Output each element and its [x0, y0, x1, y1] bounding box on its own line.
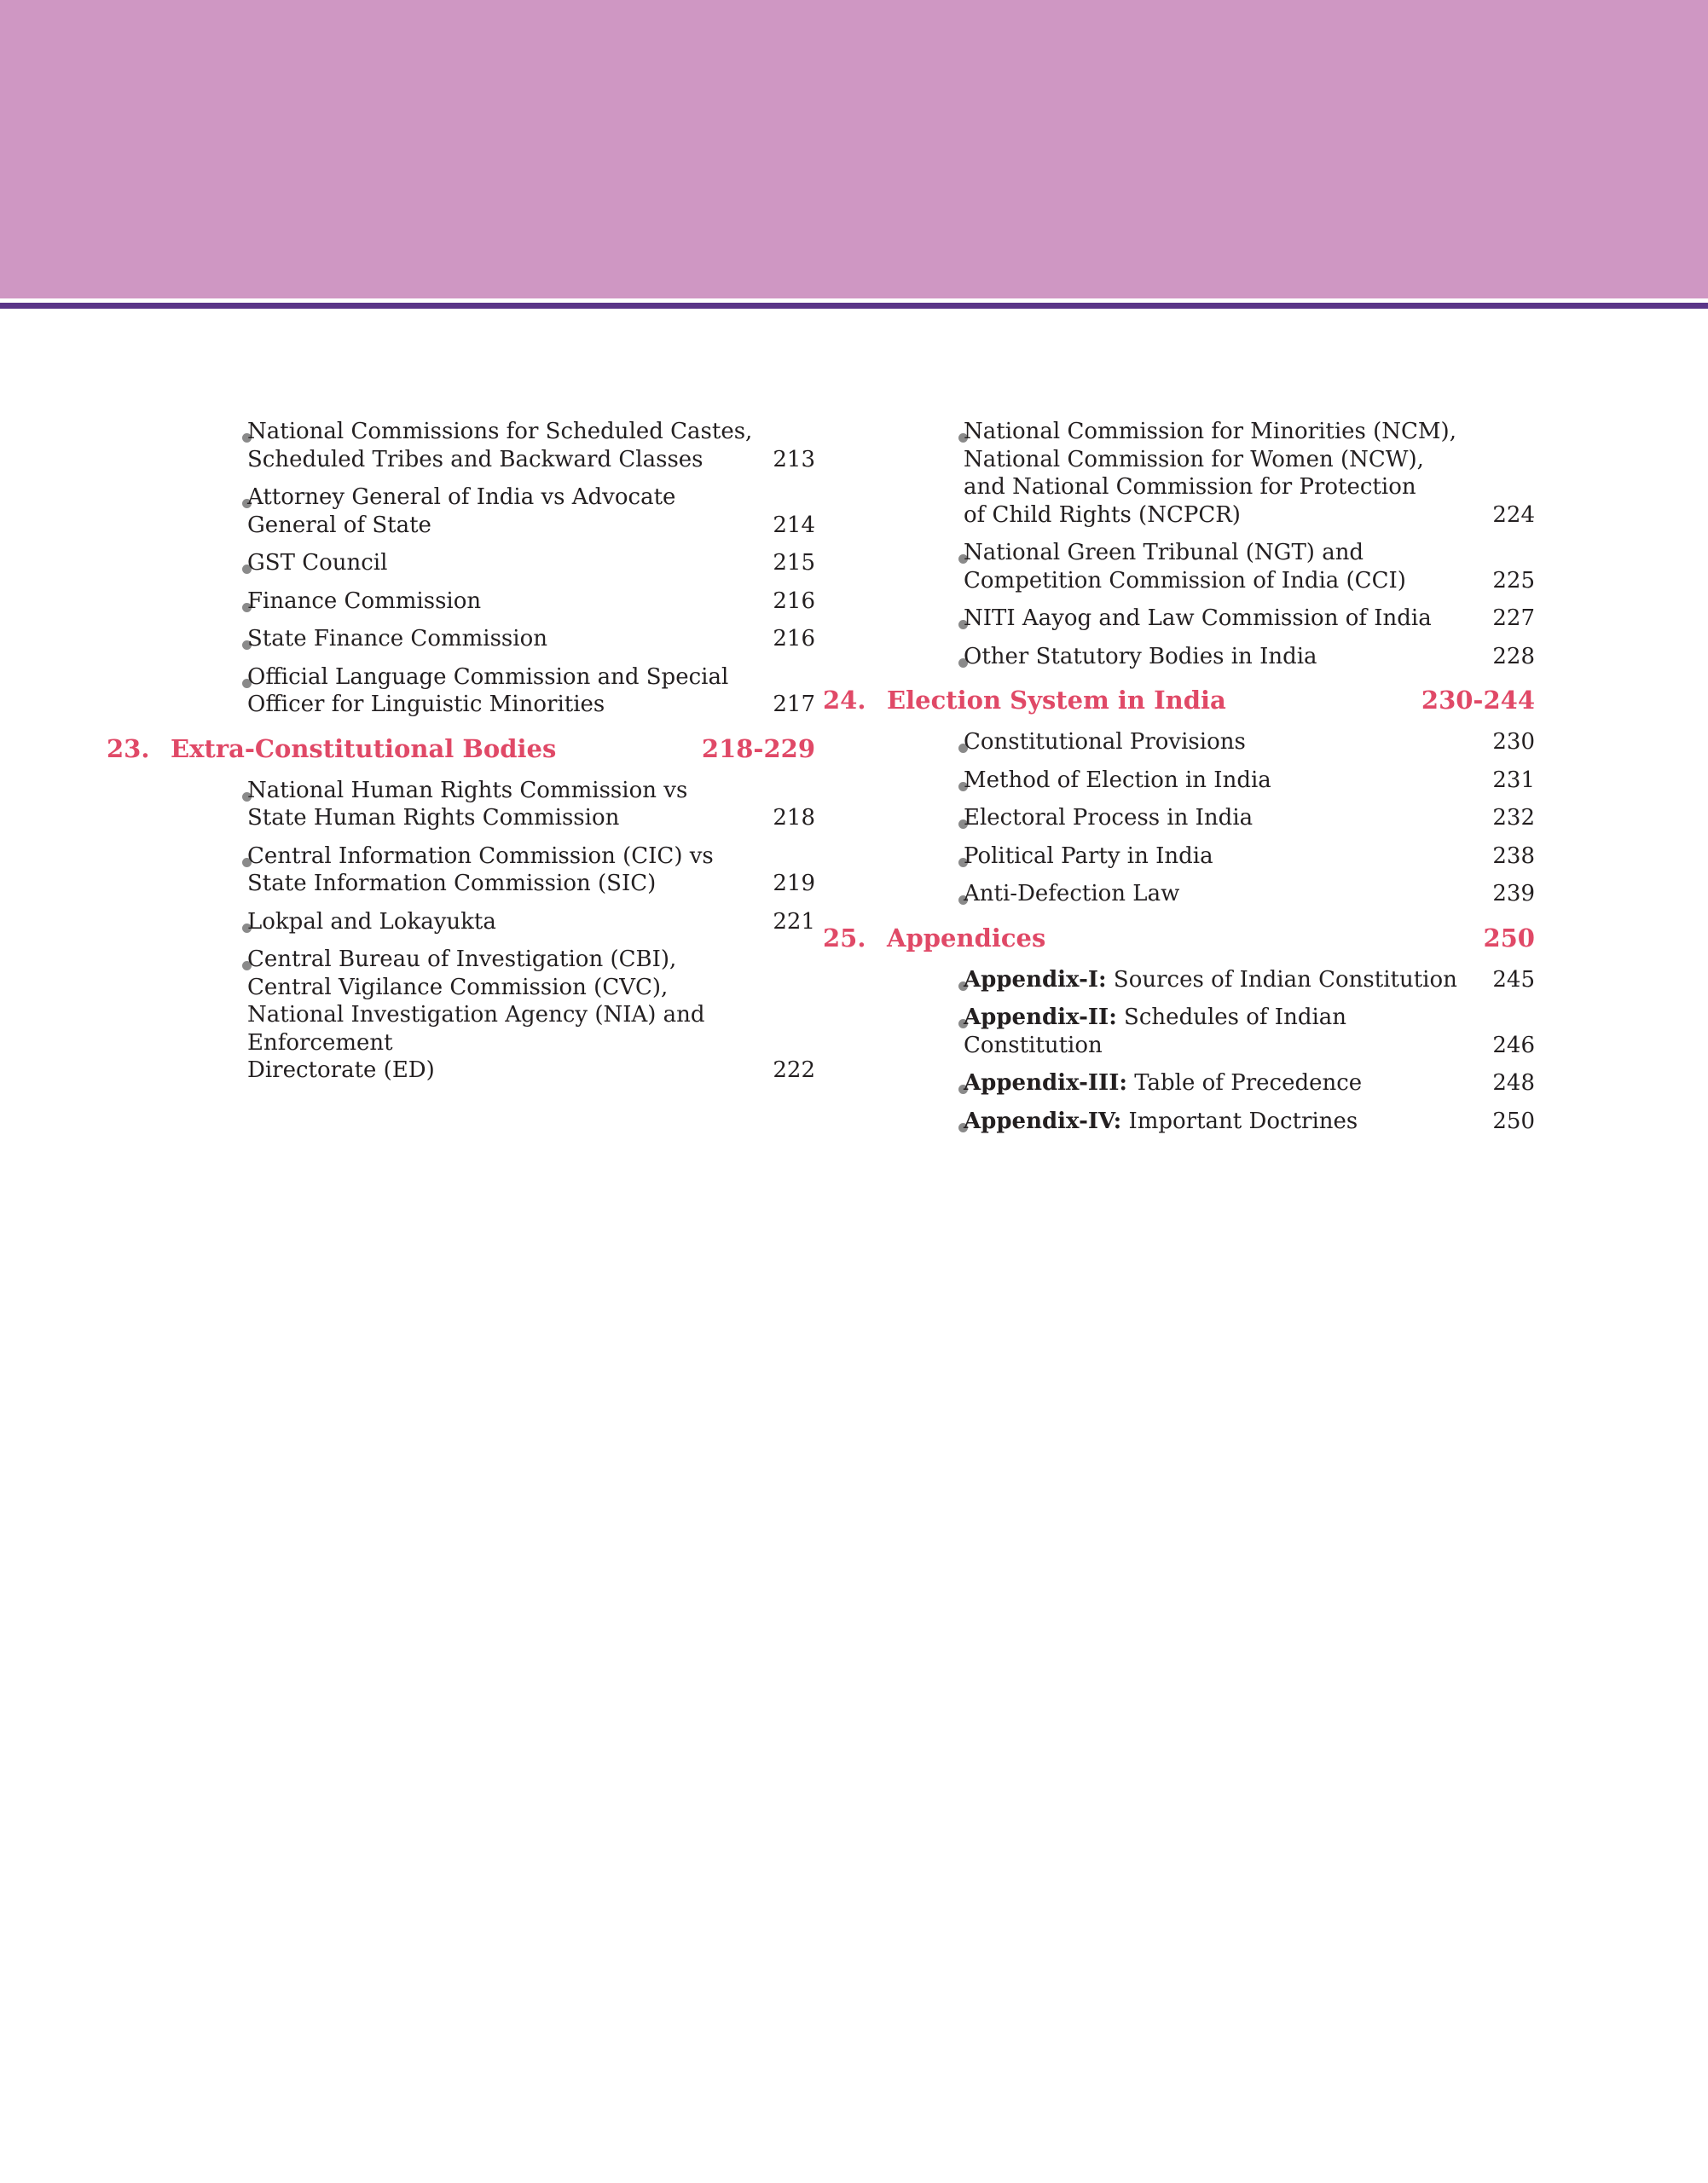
toc-page-number: 248	[1492, 1070, 1535, 1096]
toc-entry-line: Method of Election in India	[964, 767, 1271, 793]
toc-page-number: 217	[773, 692, 815, 717]
toc-entry-body	[964, 418, 1535, 529]
toc-entry-line: National Investigation Agency (NIA) and	[247, 1002, 705, 1028]
toc-entry-line: of Child Rights (NCPCR)	[964, 501, 1241, 528]
appendix-title: Schedules of Indian Constitution	[964, 1005, 1347, 1058]
toc-entry-title	[247, 588, 764, 616]
toc-page-number: 232	[1492, 805, 1535, 831]
toc-entry[interactable]	[887, 539, 1535, 594]
toc-page-number: 228	[1492, 643, 1535, 669]
toc-entry[interactable]	[887, 728, 1535, 756]
toc-entry-title	[964, 767, 1484, 795]
toc-entry-line: Enforcement	[247, 1029, 393, 1056]
toc-entry-title	[247, 663, 764, 719]
toc-entry-body	[964, 728, 1535, 756]
appendix-label: Appendix-III:	[964, 1070, 1127, 1096]
toc-entry-title	[247, 946, 764, 1085]
toc-entry-body	[964, 767, 1535, 795]
bullet-icon	[887, 418, 964, 529]
toc-entry-body	[247, 843, 815, 898]
toc-entry[interactable]	[887, 1069, 1535, 1097]
bullet-icon	[171, 549, 247, 577]
toc-page-number: 216	[773, 588, 815, 614]
chapter-heading-25[interactable]	[823, 923, 1535, 953]
toc-entry-title	[964, 1004, 1484, 1059]
toc-entry-body	[247, 588, 815, 616]
toc-page-number: 245	[1492, 966, 1535, 993]
toc-entry-line: National Green Tribunal (NGT) and	[964, 540, 1364, 565]
toc-entry-line: Anti-Defection Law	[964, 881, 1180, 906]
toc-entry-title	[247, 908, 764, 936]
bullet-icon	[887, 804, 964, 832]
toc-page-number: 214	[773, 512, 815, 538]
toc-entry-title	[964, 1069, 1484, 1097]
toc-entry-title	[964, 880, 1484, 908]
toc-entry[interactable]	[171, 625, 815, 653]
toc-entry-line: National Commission for Women (NCW),	[964, 446, 1424, 472]
toc-entry[interactable]	[887, 1004, 1535, 1059]
appendix-title: Table of Precedence	[1126, 1070, 1363, 1096]
toc-entry-body	[247, 549, 815, 577]
toc-page-number: 230	[1492, 729, 1535, 755]
bullet-icon	[887, 843, 964, 871]
toc-entry-title	[964, 804, 1484, 832]
toc-entry[interactable]	[171, 549, 815, 577]
toc-entry[interactable]	[171, 946, 815, 1085]
toc-page-number: 227	[1492, 605, 1535, 631]
toc-entry-body	[247, 663, 815, 719]
appendix-label: Appendix-I:	[964, 966, 1107, 993]
chapter-number: 24.	[823, 686, 866, 715]
toc-entry-line: National Commissions for Scheduled Castes,	[247, 419, 753, 444]
toc-entry-body	[247, 946, 815, 1085]
toc-entry-line: Finance Commission	[247, 588, 482, 614]
bullet-icon	[887, 880, 964, 908]
toc-entry-line: Electoral Process in India	[964, 805, 1253, 831]
toc-entry-line: Directorate (ED)	[247, 1057, 435, 1083]
bullet-icon	[887, 1108, 964, 1136]
toc-entry-body	[964, 1004, 1535, 1059]
chapter-title: Extra-Constitutional Bodies	[171, 733, 557, 763]
toc-entry-line: State Information Commission (SIC)	[247, 871, 657, 896]
toc-page-number: 238	[1492, 843, 1535, 869]
toc-entry-line: Central Bureau of Investigation (CBI),	[247, 947, 677, 972]
toc-entry-title	[247, 549, 764, 577]
toc-entry-line: Competition Commission of India (CCI)	[964, 567, 1406, 594]
chapter-number: 23.	[107, 733, 150, 763]
toc-entry-body	[964, 966, 1535, 994]
toc-entry[interactable]	[171, 588, 815, 616]
toc-page-number: 239	[1492, 881, 1535, 906]
toc-entry-body	[964, 539, 1535, 594]
toc-page-number: 213	[773, 446, 815, 472]
chapter-heading-23[interactable]	[107, 733, 815, 763]
bullet-icon	[171, 946, 247, 1085]
bullet-icon	[171, 908, 247, 936]
toc-entry-line: Central Vigilance Commission (CVC),	[247, 974, 669, 1000]
toc-left-column	[107, 418, 815, 1095]
bullet-icon	[171, 625, 247, 653]
bullet-icon	[887, 1004, 964, 1059]
bullet-icon	[171, 588, 247, 616]
toc-entry-body	[964, 804, 1535, 832]
toc-entry-title	[964, 1108, 1484, 1136]
header-rule	[0, 303, 1708, 309]
bullet-icon	[887, 643, 964, 671]
toc-entry-body	[247, 777, 815, 832]
toc-entry-line: National Human Rights Commission vs	[247, 777, 688, 803]
toc-entry[interactable]	[887, 1108, 1535, 1136]
toc-entry-line: Official Language Commission and Special	[247, 663, 729, 690]
toc-entry-line: Attorney General of India vs Advocate	[247, 484, 676, 510]
header-banner	[0, 0, 1708, 298]
toc-entry-line: and National Commission for Protection	[964, 474, 1416, 500]
toc-entry[interactable]	[887, 880, 1535, 908]
toc-entry-title	[247, 418, 764, 473]
chapter-pages: 230-244	[1421, 686, 1535, 715]
toc-entry[interactable]	[887, 418, 1535, 529]
toc-entry[interactable]	[171, 484, 815, 539]
toc-entry-line: Central Information Commission (CIC) vs	[247, 843, 714, 869]
toc-entry-title	[247, 843, 764, 898]
appendix-label: Appendix-II:	[964, 1005, 1117, 1030]
toc-entry-line: State Finance Commission	[247, 626, 547, 651]
bullet-icon	[887, 728, 964, 756]
chapter-pages: 250	[1483, 923, 1535, 953]
toc-entry-body	[247, 484, 815, 539]
appendix-label: Appendix-IV:	[964, 1108, 1122, 1134]
bullet-icon	[887, 966, 964, 994]
toc-entry-line: GST Council	[247, 550, 388, 576]
toc-page-number: 224	[1492, 501, 1535, 528]
toc-entry[interactable]	[887, 966, 1535, 994]
toc-entry-title	[247, 777, 764, 832]
toc-page-number: 250	[1492, 1108, 1535, 1134]
toc-entry-title	[964, 605, 1484, 633]
toc-entry[interactable]	[887, 804, 1535, 832]
toc-entry-body	[964, 605, 1535, 633]
toc-entry-body	[964, 643, 1535, 671]
bullet-icon	[171, 418, 247, 473]
toc-entry-line: Scheduled Tribes and Backward Classes	[247, 446, 703, 472]
bullet-icon	[887, 539, 964, 594]
toc-entry[interactable]	[171, 777, 815, 832]
toc-entry-body	[964, 843, 1535, 871]
chapter-number: 25.	[823, 923, 866, 953]
toc-entry-line: Political Party in India	[964, 843, 1213, 869]
toc-entry-body	[247, 908, 815, 936]
toc-entry-title	[964, 539, 1484, 594]
toc-entry-body	[247, 625, 815, 653]
toc-entry[interactable]	[887, 605, 1535, 633]
bullet-icon	[887, 1069, 964, 1097]
toc-entry-line: State Human Rights Commission	[247, 805, 620, 831]
toc-entry-line: NITI Aayog and Law Commission of India	[964, 605, 1432, 631]
chapter-title: Election System in India	[887, 686, 1226, 715]
bullet-icon	[887, 767, 964, 795]
toc-entry-line: Other Statutory Bodies in India	[964, 643, 1317, 669]
toc-page-number: 215	[773, 550, 815, 576]
toc-page-number: 246	[1492, 1032, 1535, 1058]
toc-entry-body	[964, 1069, 1535, 1097]
toc-entry-line: General of State	[247, 512, 431, 538]
toc-entry-title	[964, 728, 1484, 756]
toc-entry[interactable]	[887, 843, 1535, 871]
toc-right-column	[823, 418, 1535, 1145]
toc-entry-title	[964, 966, 1484, 994]
bullet-icon	[171, 484, 247, 539]
toc-entry-title	[964, 843, 1484, 871]
toc-page-number: 225	[1492, 567, 1535, 594]
bullet-icon	[171, 777, 247, 832]
toc-entry[interactable]	[887, 767, 1535, 795]
toc-page-number: 222	[773, 1057, 815, 1083]
toc-entry-body	[247, 418, 815, 473]
toc-page-number: 218	[773, 805, 815, 831]
toc-entry-body	[964, 1108, 1535, 1136]
toc-entry[interactable]	[171, 663, 815, 719]
toc-entry-title	[247, 625, 764, 653]
bullet-icon	[887, 605, 964, 633]
chapter-title: Appendices	[887, 923, 1046, 953]
toc-entry-line: Constitutional Provisions	[964, 729, 1246, 755]
toc-entry-title	[247, 484, 764, 539]
bullet-icon	[171, 843, 247, 898]
toc-entry[interactable]	[887, 643, 1535, 671]
chapter-heading-24[interactable]	[823, 686, 1535, 715]
toc-entry-title	[964, 418, 1484, 529]
toc-page-number: 221	[773, 908, 815, 935]
toc-entry-line: National Commission for Minorities (NCM),	[964, 419, 1456, 444]
toc-page-number: 216	[773, 626, 815, 651]
toc-entry[interactable]	[171, 843, 815, 898]
toc-entry-body	[964, 880, 1535, 908]
toc-entry-title	[964, 643, 1484, 671]
toc-page-number: 231	[1492, 767, 1535, 793]
appendix-title: Sources of Indian Constitution	[1106, 966, 1457, 993]
bullet-icon	[171, 663, 247, 719]
toc-entry-line: Officer for Linguistic Minorities	[247, 692, 605, 717]
chapter-pages: 218-229	[701, 733, 815, 763]
appendix-title: Important Doctrines	[1121, 1108, 1358, 1134]
toc-page-number: 219	[773, 871, 815, 896]
toc-entry[interactable]	[171, 908, 815, 936]
toc-entry[interactable]	[171, 418, 815, 473]
toc-entry-line: Lokpal and Lokayukta	[247, 908, 496, 935]
